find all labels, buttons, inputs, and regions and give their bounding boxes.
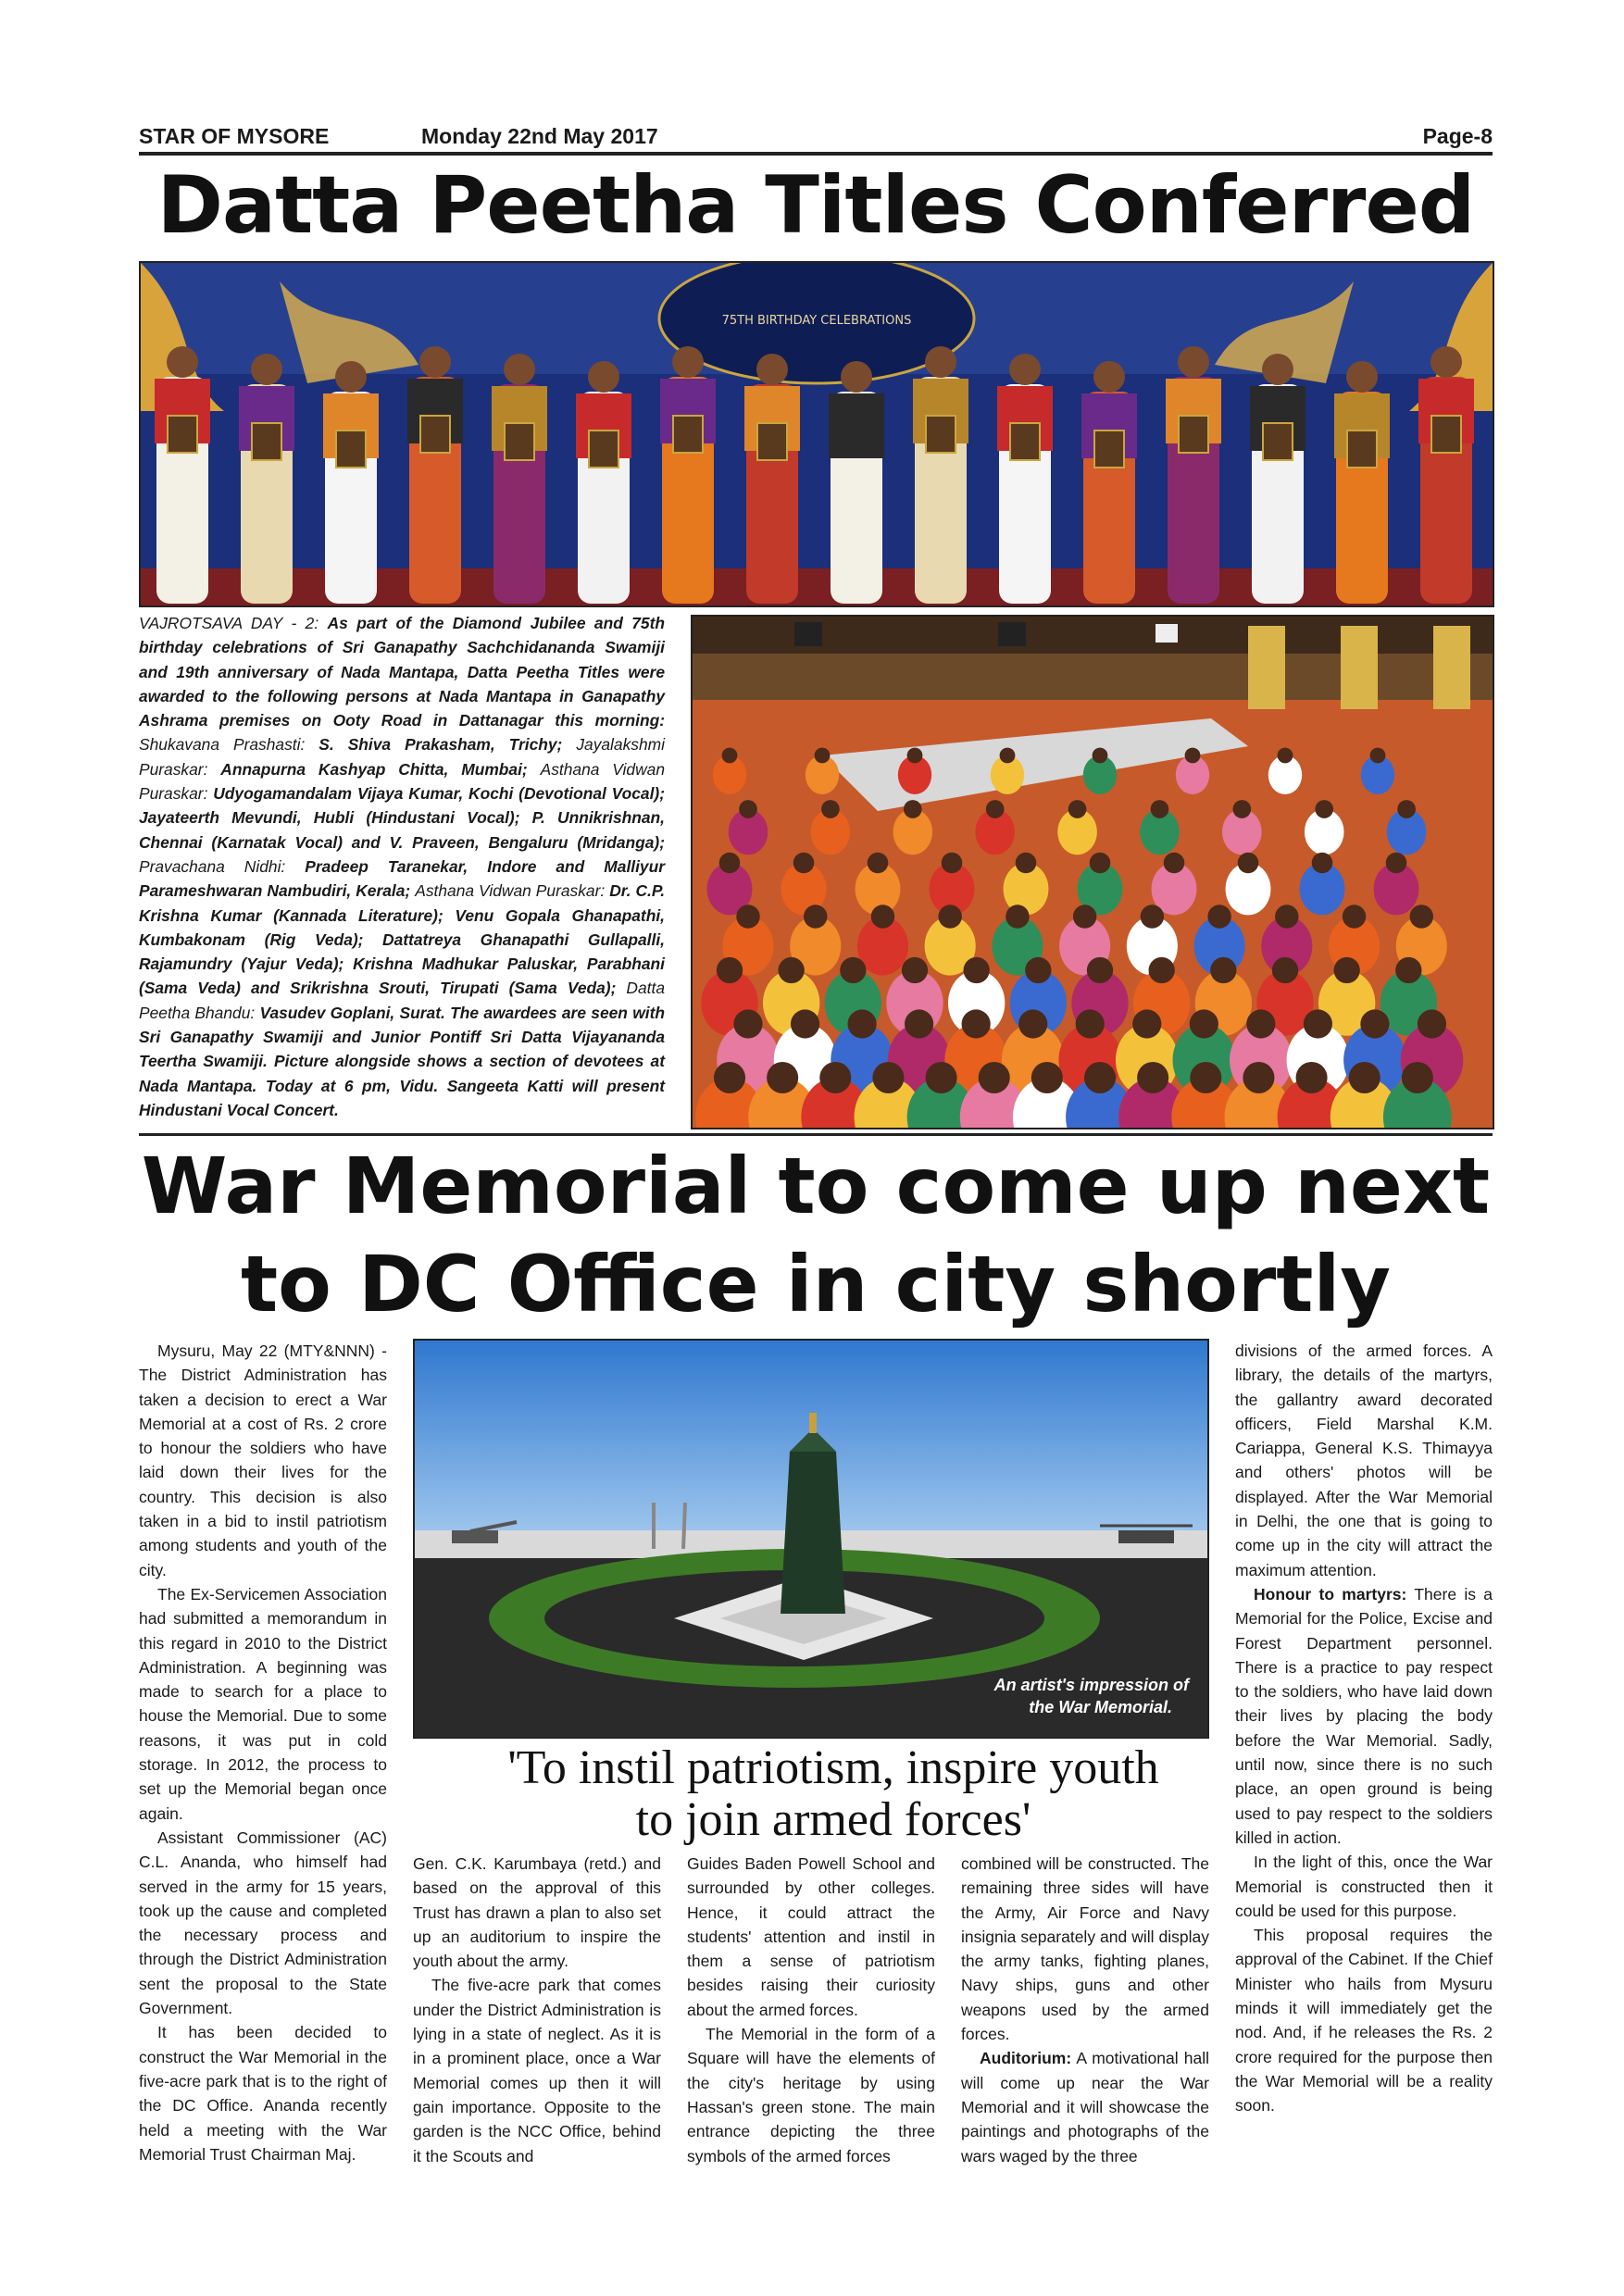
pull-quote-line-1: 'To instil patriotism, inspire youth [507, 1741, 1159, 1794]
devotees-photo-art [693, 617, 1493, 1128]
awardee-figure [492, 354, 547, 604]
article-paragraph: combined will be constructed. The remaining three sides will have the Army, Air Force and Navy insignia separately and will display the army tanks, fighting planes, Navy ships, guns and other weapons used by the armed forces. [961, 1854, 1209, 2044]
awardee-figure [407, 346, 463, 604]
caption-segment: Annapurna Kashyap Chitta, Mumbai; [220, 759, 541, 779]
article-column-5 [1235, 1339, 1493, 2118]
caption-segment: Asthana Vidwan Puraskar: [139, 759, 665, 804]
subhead-honour-to-martyrs: Honour to martyrs: [1254, 1584, 1407, 1603]
awardee-figure [913, 346, 968, 604]
war-memorial-render [413, 1339, 1209, 1739]
caption-segment: Dr. C.P. Krishna Kumar (Kannada Literature); Venu Gopala Ghanapathi, Kumbakonam (Rig Veda); Dattatreya Ghanapathi Gullapalli, Rajamundry (Yajur Veda); Krishna Madhukar Paluskar, Parabhani (Sama Veda) and Srikrishna Srouti, Tirupati (Sama Veda); [139, 881, 666, 998]
article-paragraph: Guides Baden Powell School and surrounded by other colleges. Hence, it could attract the students' attention and instil in them a sense of patriotism besides raising their curiosity about the armed forces. [687, 1854, 935, 2019]
article-paragraph: The Memorial in the form of a Square will have the elements of the city's heritage by using Hassan's green stone. The main entrance depicting the three symbols of the armed forces [687, 2025, 935, 2165]
image-caption-line-1: An artist's impression of [993, 1676, 1189, 1694]
caption-segment: Shukavana Prashasti: [139, 735, 319, 755]
article-paragraph: It has been decided to construct the War Memorial in the five-acre park that is to the right of the DC Office. Ananda recently held a meeting with the War Memorial Trust Chairman Maj. [139, 2023, 387, 2164]
caption-segment: As part of the Diamond Jubilee and 75th birthday celebrations of Sri Ganapathy Sachchidananda Swamiji and 19th anniversary of Nada Mantapa, Datta Peetha Titles were awarded to the following persons at Nada Mantapa in Ganapathy Ashrama premises on Ooty Road in Dattanagar this morning: [139, 614, 666, 730]
headline-line-1: War Memorial to come up next [141, 1141, 1491, 1231]
masthead [139, 120, 1493, 156]
section-divider [139, 1133, 1493, 1136]
subhead-auditorium: Auditorium: [980, 2049, 1072, 2068]
article-paragraph: This proposal requires the approval of the Cabinet. If the Chief Minister who hails from Mysuru minds it will immediately get the nod. And, if he releases the Rs. 2 crore required for the purpose then the War Memorial will be a reality soon. [1235, 1926, 1493, 2115]
awardees-caption [139, 611, 665, 1122]
article-paragraph: In the light of this, once the War Memorial is constructed then it could be used for this purpose. [1235, 1853, 1493, 1920]
pull-quote-line-2: to join armed forces' [635, 1793, 1031, 1846]
awardee-figure [660, 346, 716, 604]
awardee-figure [1418, 346, 1474, 604]
caption-segment: Pradeep Taranekar, Indore and Malliyur Parameshwaran Nambudiri, Kerala; [139, 856, 665, 901]
awardee-figure [576, 361, 631, 604]
article-text: A motivational hall will come up near the War Memorial and it will showcase the paintings and photographs of the wars waged by the three [961, 2049, 1209, 2165]
article-paragraph: The five-acre park that comes under the District Administration is lying in a state of neglect. As it is in a prominent place, once a War Memorial comes up then it will gain importance. Opposite to the garden is the NCC Office, behind it the Scouts and [413, 1976, 661, 2165]
article-paragraph [961, 2046, 1209, 2167]
headline-line-2: to DC Office in city shortly [240, 1239, 1392, 1329]
caption-segment: Udyogamandalam Vijaya Kumar, Kochi (Devotional Vocal); Jayateerth Mevundi, Hubli (Hindustani Vocal); P. Unnikrishnan, Chennai (Karnatak Vocal) and V. Praveen, Bengaluru (Mridanga); [139, 784, 665, 852]
devotees-photo [691, 615, 1494, 1129]
caption-segment: Pravachana Nidhi: [139, 856, 306, 876]
caption-segment: VAJROTSAVA DAY - 2: [139, 614, 328, 632]
article-paragraph: Mysuru, May 22 (MTY&NNN) - The District Administration has taken a decision to erect a War Memorial at a cost of Rs. 2 crore to honour the soldiers who have laid down their lives for the country. This decision is also taken in a bid to instil patriotism among students and youth of the city. [139, 1341, 387, 1579]
war-memorial-render-art [415, 1341, 1207, 1737]
awardee-figure [323, 361, 379, 604]
article-paragraph [1235, 1582, 1493, 1850]
article-paragraph: Gen. C.K. Karumbaya (retd.) and based on the approval of this Trust has drawn a plan to also set up an auditorium to inspire the youth about the army. [413, 1854, 661, 1971]
headline-war-memorial [139, 1137, 1493, 1333]
article-text: There is a Memorial for the Police, Excise and Forest Department personnel. There is a practice to pay respect to the soldiers, who have laid down their lives by placing the body before the War Memorial. Sadly, until now, since there is no such place, an open ground is being used to pay respect to the soldiers killed in action. [1235, 1584, 1493, 1847]
stage-banner-text: 75TH BIRTHDAY CELEBRATIONS [721, 314, 912, 328]
article-column-1 [139, 1339, 387, 2166]
image-caption-line-2: the War Memorial. [1029, 1698, 1172, 1716]
caption-segment: Asthana Vidwan Puraskar: [415, 881, 610, 901]
awardee-figure [744, 354, 800, 604]
awardee-figure [155, 346, 210, 604]
awardees-photo-art [141, 263, 1493, 605]
awardees-photo [139, 261, 1494, 607]
article-paragraph: The Ex-Servicemen Association had submitted a memorandum in this regard in 2010 to the District Administration. A beginning was made to search for a place to house the Memorial. Due to some reasons, it was put in cold storage. In 2012, the process to set up the Memorial began once again. [139, 1584, 387, 1823]
article-paragraph: Assistant Commissioner (AC) C.L. Ananda, who himself had served in the army for 15 years, took up the cause and completed the necessary process and through the District Administration sent the proposal to the State Government. [139, 1828, 387, 2018]
article-column-3 [687, 1852, 935, 2168]
awardee-figure [997, 354, 1053, 604]
awardee-figure [1334, 361, 1390, 604]
pull-quote [417, 1742, 1250, 1846]
page-number: Page-8 [1422, 124, 1493, 148]
awardee-figure [1081, 361, 1137, 604]
article-column-4 [961, 1852, 1209, 2168]
publication-name: STAR OF MYSORE [139, 124, 330, 148]
awardee-figure [1166, 346, 1221, 604]
awardee-figure [239, 354, 294, 604]
article-paragraph: divisions of the armed forces. A library, the details of the martyrs, the gallantry award decorated officers, Field Marshal K.M. Cariappa, General K.S. Thimayya and others' photos will be displayed. After the War Memorial in Delhi, the one that is going to come up in the city will attract the maximum attention. [1235, 1341, 1493, 1579]
article-column-2 [413, 1852, 661, 2168]
issue-date: Monday 22nd May 2017 [421, 124, 658, 148]
caption-segment: Datta Peetha Bhandu: [139, 979, 665, 1022]
caption-segment: Vasudev Goplani, Surat. The awardees are seen with Sri Ganapathy Swamiji and Junior Pontiff Sri Datta Vijayananda Teertha Swamiji. Picture alongside shows a section of devotees at Nada Mantapa. Today at 6 pm, Vidu. Sangeeta Katti will present Hindustani Vocal Concert. [139, 1003, 665, 1119]
caption-segment: S. Shiva Prakasham, Trichy; [319, 735, 577, 755]
awardee-figure [829, 361, 884, 604]
awardee-figure [1250, 354, 1305, 604]
headline-datta-peetha: Datta Peetha Titles Conferred [156, 159, 1475, 252]
caption-segment: Jayalakshmi Puraskar: [139, 735, 666, 779]
